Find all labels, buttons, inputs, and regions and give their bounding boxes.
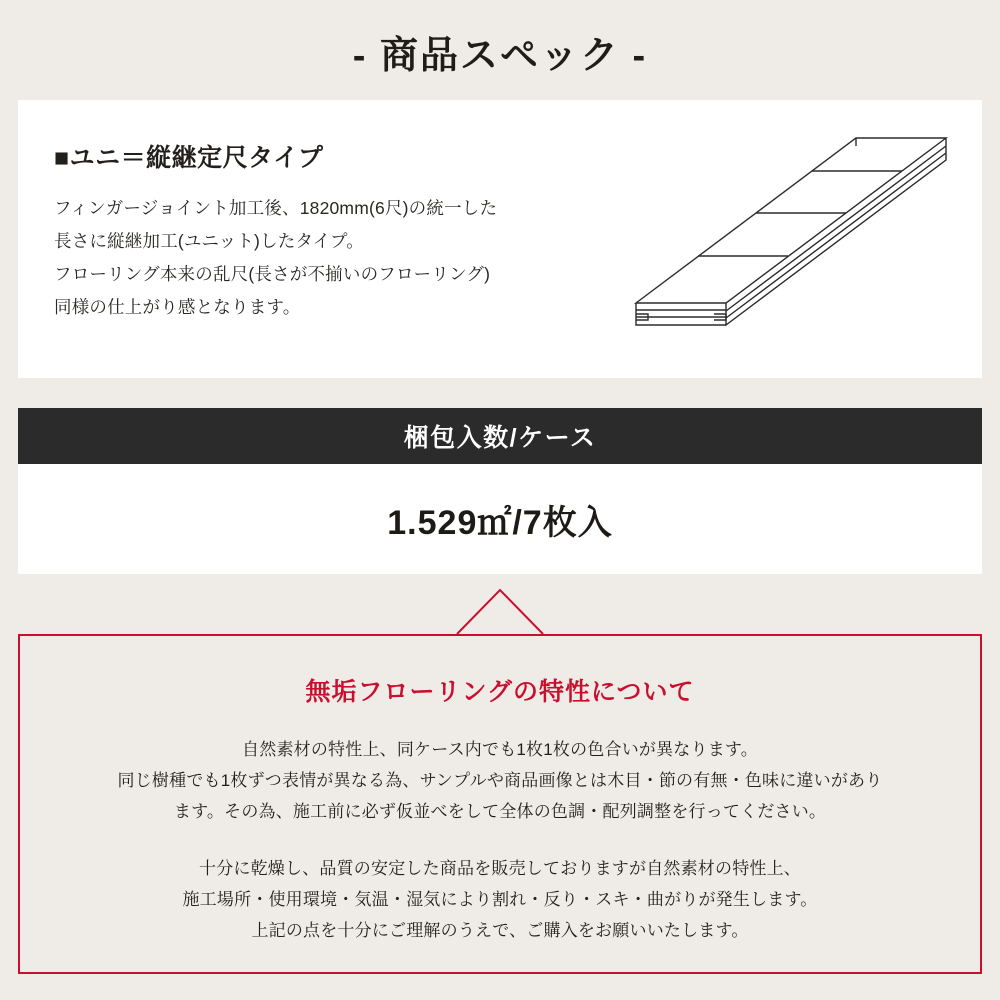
quantity-unit: ㎡ <box>477 503 513 542</box>
characteristics-callout <box>18 634 982 974</box>
callout-paragraph-2 <box>20 853 980 946</box>
spec-line: フィンガージョイント加工後、1820mm(6尺)の統一した <box>54 198 498 218</box>
page-title: - 商品スペック - <box>352 35 648 77</box>
spec-line: 同様の仕上がり感となります。 <box>54 297 301 317</box>
callout-title: 無垢フローリングの特性について <box>305 678 695 706</box>
quantity-suffix: /7枚入 <box>512 503 613 542</box>
callout-line: 上記の点を十分にご理解のうえで、ご購入をお願いいたします。 <box>251 921 749 940</box>
spec-description <box>54 192 624 324</box>
callout-line: 施工場所・使用環境・気温・湿気により割れ・反り・スキ・曲がりが発生します。 <box>182 890 818 909</box>
package-quantity-bar <box>18 408 982 464</box>
spec-card <box>18 100 982 378</box>
package-quantity-value <box>387 495 612 544</box>
callout-line: 同じ樹種でも1枚ずつ表情が異なる為、サンプルや商品画像とは木目・節の有無・色味に違いがあり <box>117 771 883 790</box>
callout-line: 十分に乾燥し、品質の安定した商品を販売しておりますが自然素材の特性上、 <box>199 859 801 878</box>
spec-line: フローリング本来の乱尺(長さが不揃いのフローリング) <box>54 264 491 284</box>
quantity-number: 1.529 <box>387 503 478 542</box>
callout-line: 自然素材の特性上、同ケース内でも1枚1枚の色合いが異なります。 <box>242 740 758 759</box>
callout-arrow-icon <box>455 586 545 636</box>
callout-paragraph-1 <box>20 734 980 827</box>
spec-heading: ■ユニ＝縦継定尺タイプ <box>54 144 324 172</box>
callout-line: ます。その為、施工前に必ず仮並べをして全体の色調・配列調整を行ってください。 <box>173 802 827 821</box>
flooring-board-illustration <box>626 128 956 353</box>
package-quantity-label: 梱包入数/ケース <box>403 424 597 452</box>
spec-line: 長さに縦継加工(ユニット)したタイプ。 <box>54 231 364 251</box>
package-quantity-value-box <box>18 464 982 574</box>
